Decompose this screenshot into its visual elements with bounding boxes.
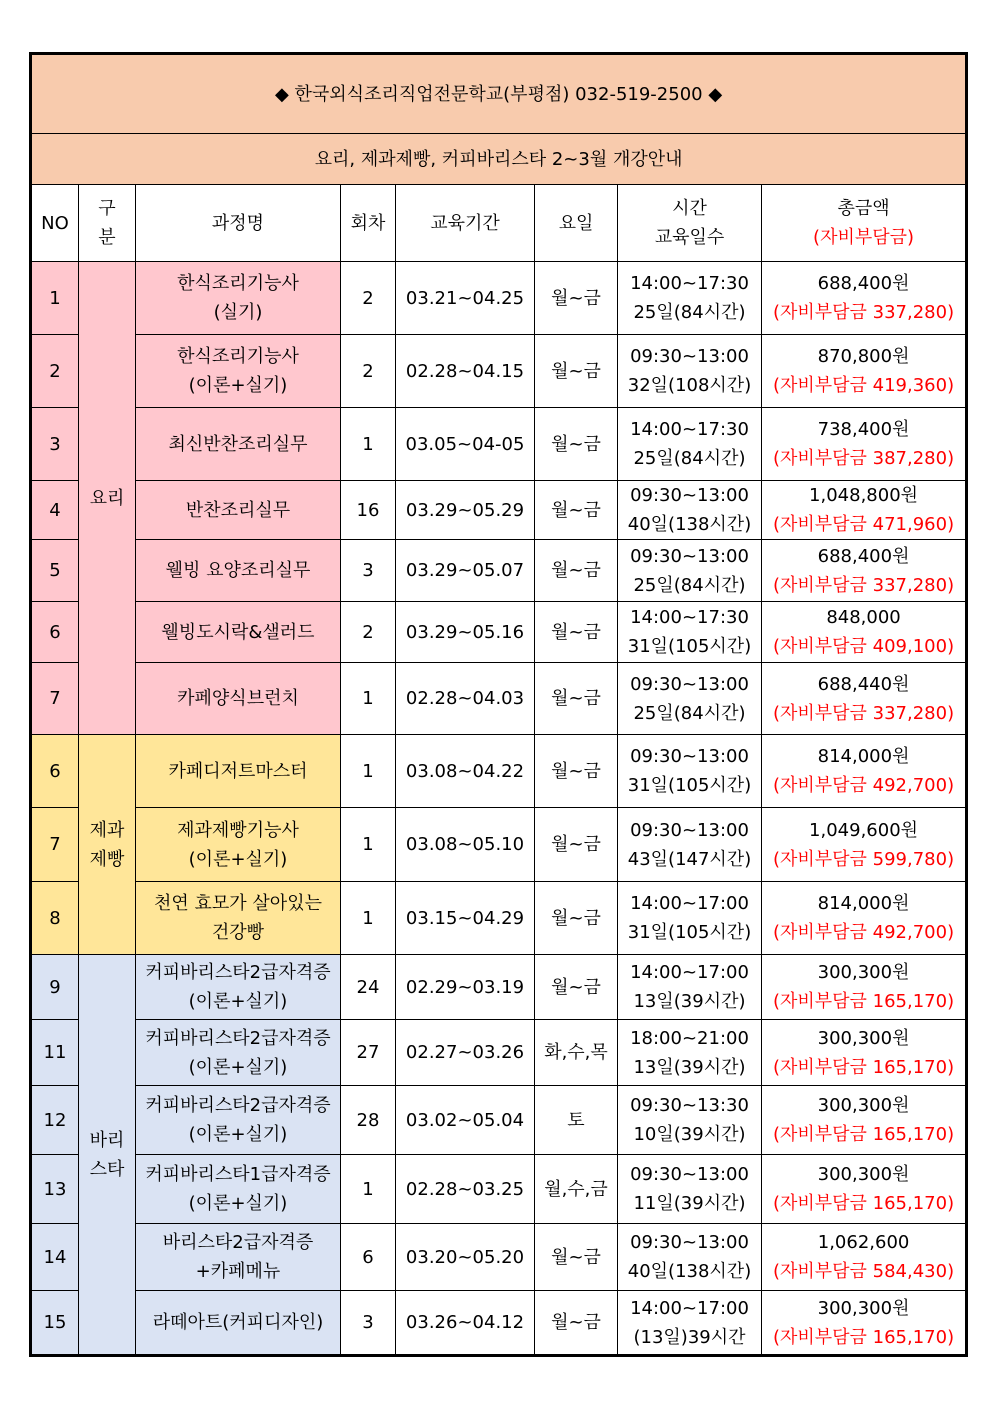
category-label: 제빵 (89, 848, 125, 870)
period: 03.02~05.04 (396, 1086, 535, 1155)
row-number: 15 (31, 1291, 79, 1356)
header-category-line2: 분 (98, 227, 116, 248)
duration: 43일(147시간) (627, 848, 752, 870)
period: 03.29~05.29 (396, 481, 535, 540)
total-cell (762, 1155, 967, 1224)
total-cell (762, 1291, 967, 1356)
row-number: 12 (31, 1086, 79, 1155)
time-cell (618, 335, 762, 408)
period: 03.29~05.16 (396, 602, 535, 663)
self-pay-amount: (자비부담금 337,280) (772, 302, 955, 323)
duration: 25일(84시간) (633, 702, 746, 724)
course-name-line1: 커피바리스타2급자격증 (145, 962, 331, 983)
class-time: 18:00~21:00 (630, 1027, 749, 1049)
category-label: 요리 (89, 487, 125, 509)
table-row (31, 955, 967, 1020)
row-number: 11 (31, 1020, 79, 1086)
course-name-line2: +카페메뉴 (195, 1261, 281, 1282)
round: 3 (341, 1291, 396, 1356)
course-name-line2: 건강빵 (211, 922, 265, 943)
table-row (31, 1155, 967, 1224)
total-cell (762, 335, 967, 408)
days: 월~금 (535, 808, 618, 882)
round: 27 (341, 1020, 396, 1086)
class-time: 14:00~17:30 (630, 607, 749, 628)
table-row (31, 808, 967, 882)
page-title: ◆ 한국외식조리직업전문학교(부평점) 032-519-2500 ◆ (31, 54, 967, 134)
days: 월~금 (535, 882, 618, 955)
class-time: 09:30~13:00 (630, 819, 749, 841)
days: 월~금 (535, 262, 618, 335)
days: 화,수,목 (535, 1020, 618, 1086)
class-time: 14:00~17:00 (630, 893, 749, 914)
time-cell (618, 1086, 762, 1155)
total-cell (762, 735, 967, 808)
duration: (13일)39시간 (633, 1326, 746, 1348)
course-name-line1: 제과제빵기능사 (177, 819, 299, 841)
course-name-line1: 바리스타2급자격증 (162, 1232, 314, 1253)
time-cell (618, 663, 762, 735)
header-total-line2: (자비부담금) (813, 227, 915, 248)
time-cell (618, 1020, 762, 1086)
total-cell (762, 1086, 967, 1155)
course-name-line2: (이론+실기) (188, 848, 288, 870)
course-name-line2: (이론+실기) (188, 1056, 288, 1078)
period: 03.05~04-05 (396, 408, 535, 481)
duration: 11일(39시간) (633, 1193, 746, 1214)
header-time-line1: 시간 (672, 198, 707, 219)
total-amount: 1,048,800원 (809, 485, 919, 506)
total-amount: 300,300원 (817, 962, 910, 983)
course-name (136, 1020, 341, 1086)
round: 1 (341, 808, 396, 882)
class-time: 09:30~13:00 (630, 1164, 749, 1185)
course-name (136, 1155, 341, 1224)
duration: 10일(39시간) (633, 1124, 746, 1145)
header-category (79, 185, 136, 262)
header-course: 과정명 (136, 185, 341, 262)
period: 02.28~03.25 (396, 1155, 535, 1224)
self-pay-amount: (자비부담금 492,700) (772, 775, 955, 796)
course-name-line2: (이론+실기) (188, 1124, 288, 1145)
table-row (31, 408, 967, 481)
course-name-line2: (실기) (213, 302, 263, 323)
total-amount: 300,300원 (817, 1164, 910, 1185)
course-name-line1: 한식조리기능사 (177, 273, 299, 294)
table-row (31, 1291, 967, 1356)
course-schedule-table (29, 52, 968, 1357)
table-row (31, 262, 967, 335)
course-name-line1: 카페양식브런치 (177, 688, 299, 709)
total-amount: 688,400원 (817, 273, 910, 294)
round: 1 (341, 663, 396, 735)
duration: 31일(105시간) (627, 636, 752, 657)
row-number: 6 (31, 735, 79, 808)
table-row (31, 1020, 967, 1086)
period: 03.21~04.25 (396, 262, 535, 335)
total-cell (762, 540, 967, 602)
row-number: 6 (31, 602, 79, 663)
header-time-line2: 교육일수 (654, 227, 725, 248)
period: 02.27~03.26 (396, 1020, 535, 1086)
period: 02.28~04.03 (396, 663, 535, 735)
course-name (136, 1086, 341, 1155)
course-name (136, 955, 341, 1020)
self-pay-amount: (자비부담금 165,170) (772, 991, 955, 1012)
category-cell (79, 262, 136, 735)
duration: 25일(84시간) (633, 302, 746, 323)
row-number: 7 (31, 808, 79, 882)
row-number: 9 (31, 955, 79, 1020)
course-name (136, 882, 341, 955)
class-time: 09:30~13:00 (630, 346, 749, 367)
round: 3 (341, 540, 396, 602)
duration: 32일(108시간) (627, 375, 752, 396)
category-label: 제과 (89, 819, 125, 841)
row-number: 5 (31, 540, 79, 602)
period: 03.08~04.22 (396, 735, 535, 808)
self-pay-amount: (자비부담금 409,100) (772, 636, 955, 657)
table-row (31, 1086, 967, 1155)
course-name (136, 408, 341, 481)
days: 월~금 (535, 955, 618, 1020)
round: 1 (341, 408, 396, 481)
period: 03.15~04.29 (396, 882, 535, 955)
duration: 25일(84시간) (633, 574, 746, 596)
class-time: 14:00~17:00 (630, 962, 749, 983)
category-label: 바리 (89, 1129, 125, 1151)
table-row (31, 481, 967, 540)
time-cell (618, 602, 762, 663)
self-pay-amount: (자비부담금 165,170) (772, 1326, 955, 1348)
time-cell (618, 882, 762, 955)
self-pay-amount: (자비부담금 337,280) (772, 574, 955, 596)
table-row (31, 735, 967, 808)
total-cell (762, 808, 967, 882)
row-number: 14 (31, 1224, 79, 1291)
category-cell (79, 735, 136, 955)
duration: 40일(138시간) (627, 514, 752, 535)
days: 월,수,금 (535, 1155, 618, 1224)
period: 03.20~05.20 (396, 1224, 535, 1291)
round: 1 (341, 735, 396, 808)
round: 28 (341, 1086, 396, 1155)
time-cell (618, 540, 762, 602)
duration: 25일(84시간) (633, 448, 746, 469)
days: 월~금 (535, 540, 618, 602)
total-amount: 300,300원 (817, 1297, 910, 1319)
days: 월~금 (535, 1291, 618, 1356)
time-cell (618, 1291, 762, 1356)
self-pay-amount: (자비부담금 471,960) (772, 514, 955, 535)
course-name-line1: 카페디저트마스터 (168, 760, 308, 782)
course-name (136, 1224, 341, 1291)
duration: 31일(105시간) (627, 775, 752, 796)
time-cell (618, 408, 762, 481)
total-amount: 814,000원 (817, 746, 910, 767)
duration: 13일(39시간) (633, 991, 746, 1012)
self-pay-amount: (자비부담금 492,700) (772, 922, 955, 943)
row-number: 2 (31, 335, 79, 408)
self-pay-amount: (자비부담금 165,170) (772, 1193, 955, 1214)
course-name (136, 663, 341, 735)
self-pay-amount: (자비부담금 165,170) (772, 1124, 955, 1145)
total-amount: 688,400원 (817, 545, 910, 567)
time-cell (618, 481, 762, 540)
row-number: 7 (31, 663, 79, 735)
class-time: 09:30~13:00 (630, 545, 749, 567)
round: 1 (341, 1155, 396, 1224)
course-name-line1: 반찬조리실무 (185, 499, 291, 521)
table-row (31, 335, 967, 408)
row-number: 1 (31, 262, 79, 335)
self-pay-amount: (자비부담금 584,430) (772, 1261, 955, 1282)
course-name-line1: 한식조리기능사 (177, 346, 299, 367)
course-name (136, 1291, 341, 1356)
duration: 40일(138시간) (627, 1261, 752, 1282)
total-cell (762, 955, 967, 1020)
time-cell (618, 955, 762, 1020)
round: 2 (341, 602, 396, 663)
days: 토 (535, 1086, 618, 1155)
course-name-line2: (이론+실기) (188, 1193, 288, 1214)
self-pay-amount: (자비부담금 387,280) (772, 448, 955, 469)
self-pay-amount: (자비부담금 165,170) (772, 1056, 955, 1078)
course-name-line2: (이론+실기) (188, 375, 288, 396)
total-cell (762, 1020, 967, 1086)
header-no: NO (31, 185, 79, 262)
total-cell (762, 882, 967, 955)
total-cell (762, 602, 967, 663)
period: 02.28~04.15 (396, 335, 535, 408)
table-row (31, 1224, 967, 1291)
total-cell (762, 663, 967, 735)
course-name (136, 540, 341, 602)
round: 1 (341, 882, 396, 955)
self-pay-amount: (자비부담금 337,280) (772, 702, 955, 724)
days: 월~금 (535, 335, 618, 408)
course-name (136, 808, 341, 882)
course-name-line1: 커피바리스타2급자격증 (145, 1095, 331, 1116)
time-cell (618, 735, 762, 808)
self-pay-amount: (자비부담금 599,780) (772, 848, 955, 870)
total-amount: 870,800원 (817, 346, 910, 367)
course-name-line1: 웰빙 요양조리실무 (165, 560, 311, 581)
header-category-line1: 구 (98, 198, 116, 219)
total-cell (762, 408, 967, 481)
total-amount: 688,440원 (817, 673, 910, 695)
table-row (31, 663, 967, 735)
time-cell (618, 1155, 762, 1224)
days: 월~금 (535, 481, 618, 540)
course-name-line1: 최신반찬조리실무 (168, 433, 308, 455)
table-row (31, 540, 967, 602)
row-number: 4 (31, 481, 79, 540)
category-label: 스타 (89, 1158, 125, 1180)
total-amount: 1,049,600원 (809, 819, 919, 841)
time-cell (618, 262, 762, 335)
page-subtitle: 요리, 제과제빵, 커피바리스타 2~3월 개강안내 (31, 134, 967, 185)
class-time: 09:30~13:00 (630, 485, 749, 506)
total-cell (762, 262, 967, 335)
period: 02.29~03.19 (396, 955, 535, 1020)
header-total (762, 185, 967, 262)
time-cell (618, 808, 762, 882)
course-name-line2: (이론+실기) (188, 991, 288, 1012)
course-name-line1: 웰빙도시락&샐러드 (161, 621, 315, 643)
header-period: 교육기간 (396, 185, 535, 262)
class-time: 09:30~13:30 (630, 1095, 749, 1116)
course-name-line1: 천연 효모가 살아있는 (154, 893, 322, 914)
course-name (136, 335, 341, 408)
class-time: 09:30~13:00 (630, 1232, 749, 1253)
class-time: 14:00~17:30 (630, 419, 749, 440)
course-name (136, 735, 341, 808)
category-cell (79, 955, 136, 1356)
course-name (136, 481, 341, 540)
course-name-line1: 커피바리스타2급자격증 (145, 1027, 331, 1049)
course-name-line1: 커피바리스타1급자격증 (145, 1164, 331, 1185)
row-number: 8 (31, 882, 79, 955)
period: 03.26~04.12 (396, 1291, 535, 1356)
days: 월~금 (535, 602, 618, 663)
header-total-line1: 총금액 (837, 198, 890, 219)
round: 2 (341, 335, 396, 408)
days: 월~금 (535, 408, 618, 481)
row-number: 3 (31, 408, 79, 481)
days: 월~금 (535, 663, 618, 735)
class-time: 09:30~13:00 (630, 746, 749, 767)
total-cell (762, 1224, 967, 1291)
course-name-line1: 라떼아트(커피디자인) (152, 1312, 324, 1333)
course-name (136, 262, 341, 335)
duration: 13일(39시간) (633, 1056, 746, 1078)
days: 월~금 (535, 735, 618, 808)
class-time: 14:00~17:30 (630, 273, 749, 294)
header-round: 회차 (341, 185, 396, 262)
round: 6 (341, 1224, 396, 1291)
total-amount: 738,400원 (817, 419, 910, 440)
table-row (31, 882, 967, 955)
total-amount: 848,000 (826, 607, 901, 628)
total-cell (762, 481, 967, 540)
class-time: 09:30~13:00 (630, 673, 749, 695)
total-amount: 1,062,600 (817, 1232, 910, 1253)
period: 03.29~05.07 (396, 540, 535, 602)
self-pay-amount: (자비부담금 419,360) (772, 375, 955, 396)
total-amount: 300,300원 (817, 1095, 910, 1116)
header-days: 요일 (535, 185, 618, 262)
round: 24 (341, 955, 396, 1020)
course-name (136, 602, 341, 663)
period: 03.08~05.10 (396, 808, 535, 882)
time-cell (618, 1224, 762, 1291)
table-row (31, 602, 967, 663)
duration: 31일(105시간) (627, 922, 752, 943)
days: 월~금 (535, 1224, 618, 1291)
total-amount: 814,000원 (817, 893, 910, 914)
header-time (618, 185, 762, 262)
total-amount: 300,300원 (817, 1027, 910, 1049)
class-time: 14:00~17:00 (630, 1297, 749, 1319)
round: 2 (341, 262, 396, 335)
row-number: 13 (31, 1155, 79, 1224)
round: 16 (341, 481, 396, 540)
